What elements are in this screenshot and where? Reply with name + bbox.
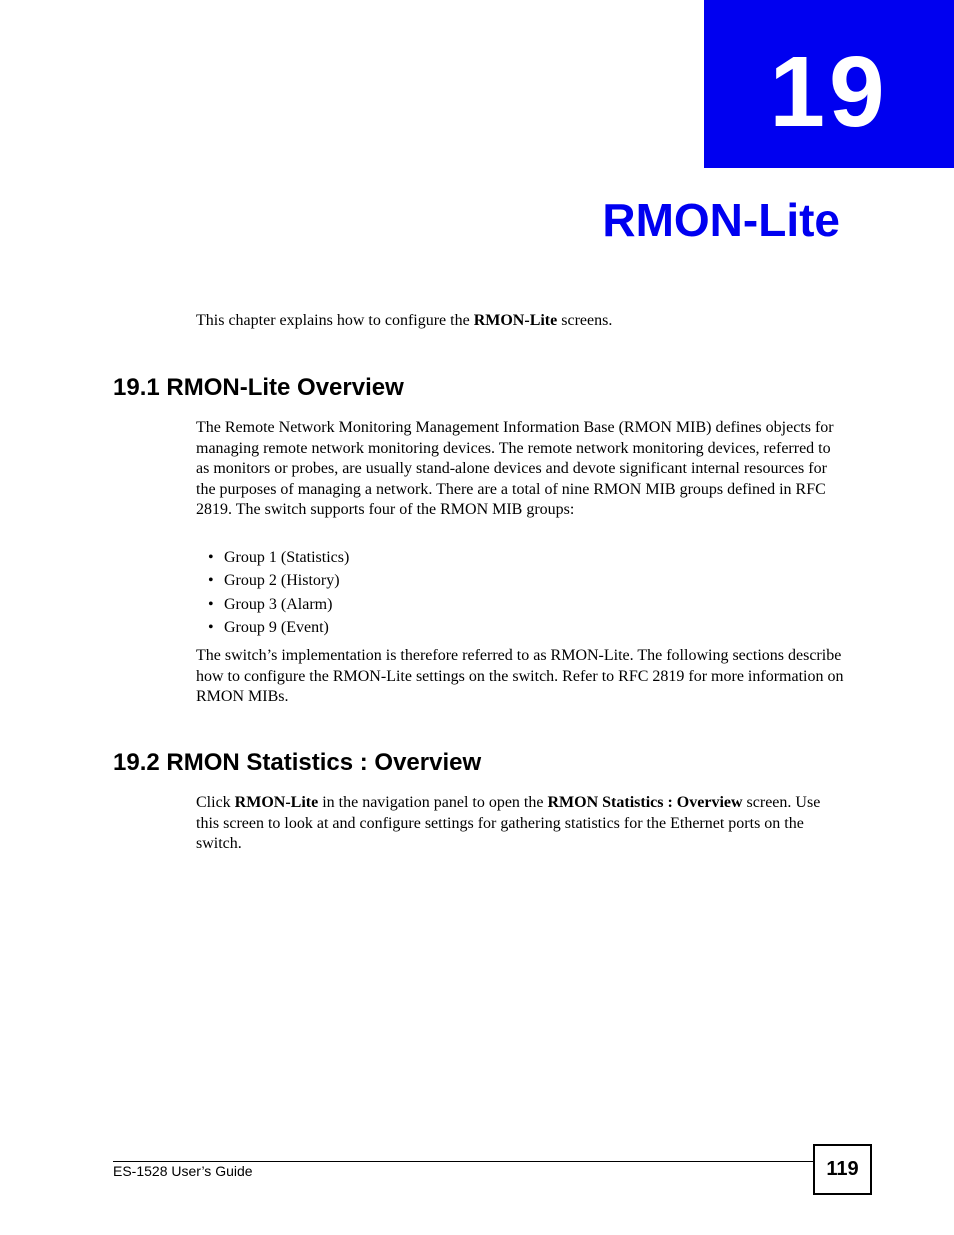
chapter-title: RMON-Lite <box>602 194 840 246</box>
footer-guide-title: ES-1528 User’s Guide <box>113 1163 253 1179</box>
section1-paragraph-2: The switch’s implementation is therefore referred to as RMON-Lite. The following sections describe how to configure the RMON-Lite settings on the switch. Refer to RFC 2819 for more information on RMON MIBs. <box>196 647 844 705</box>
section1-paragraph: The Remote Network Monitoring Management Information Base (RMON MIB) defines objects for managing remote network monitoring devices. The remote network monitoring devices, referred to as monitors or probes, are usually stand-alone devices and devote significant internal resources for the purposes of managing a network. There are a total of nine RMON MIB groups defined in RFC 2819. The switch supports four of the RMON MIB groups: <box>196 419 834 518</box>
intro-paragraph: This chapter explains how to configure the RMON-Lite screens. <box>196 312 613 329</box>
list-item: • Group 2 (History) <box>208 572 340 590</box>
list-item: • Group 9 (Event) <box>208 618 329 636</box>
section-heading-19-2: 19.2 RMON Statistics : Overview <box>113 749 482 776</box>
intro-bold-term: RMON-Lite <box>473 312 558 329</box>
list-item: • Group 1 (Statistics) <box>208 549 350 566</box>
section-heading-19-1: 19.1 RMON-Lite Overview <box>113 374 404 401</box>
section2-paragraph: Click RMON-Lite in the navigation panel to open the RMON Statistics : Overview screen. Use this screen to look at and configure settings for gathering statistics for the Ethernet ports on the switch. <box>196 794 821 852</box>
rmon-groups-list <box>196 548 349 641</box>
chapter-number: 19 <box>769 36 889 148</box>
page-number: 119 <box>813 1144 872 1195</box>
list-item: • Group 3 (Alarm) <box>208 595 333 613</box>
chapter-number-box <box>704 0 954 168</box>
